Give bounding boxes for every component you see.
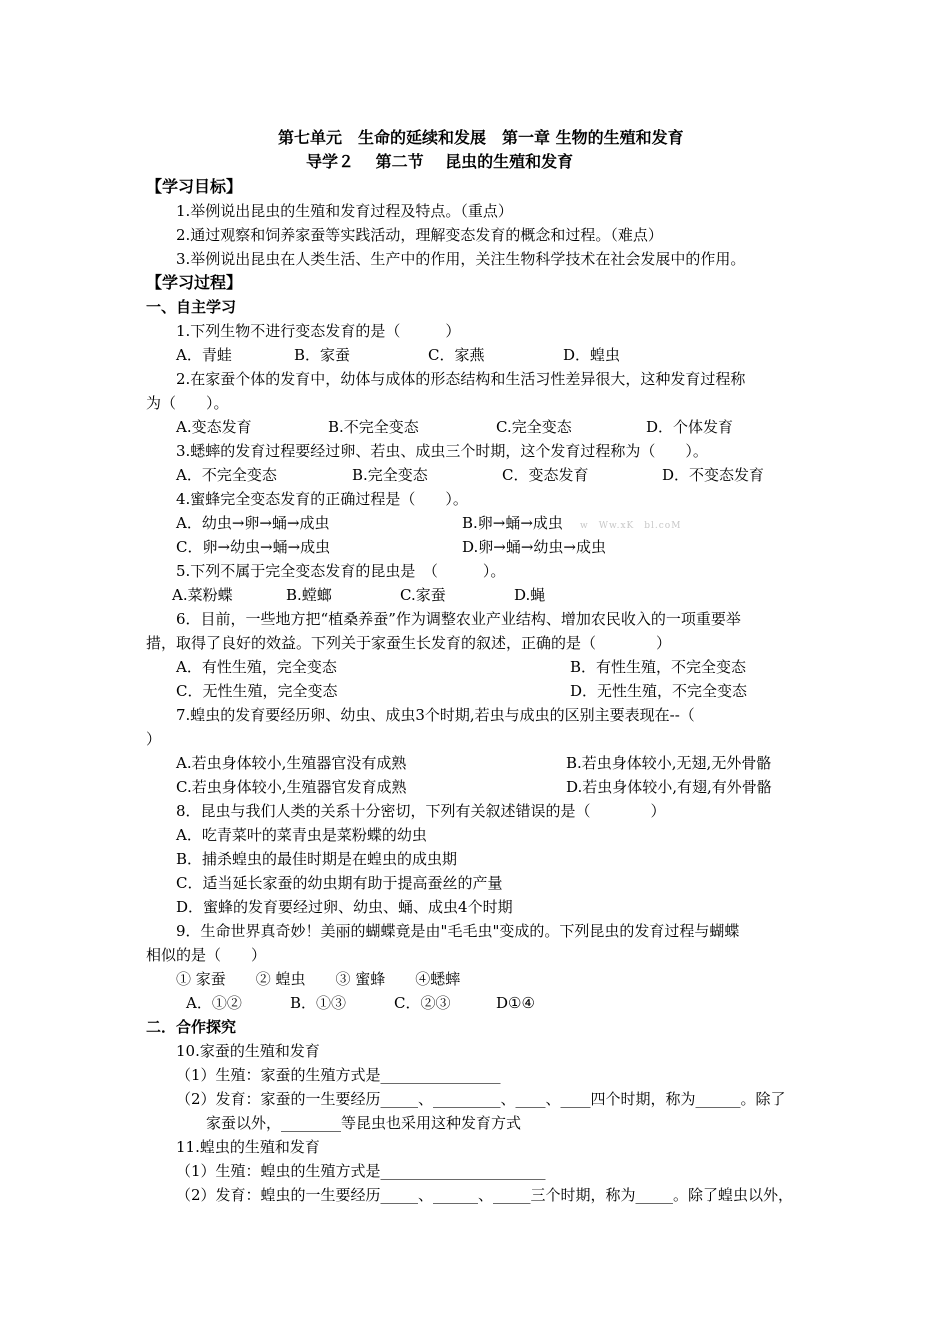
section-title: 导学２ 第二节 昆虫的生殖和发育 (306, 152, 574, 171)
q8-option-a: A．吃青菜叶的菜青虫是菜粉蝶的幼虫 (176, 826, 427, 844)
q2-option-a: A.变态发育 (176, 418, 252, 436)
q11-line2: （2）发育：蝗虫的一生要经历_____、______、_____三个时期，称为_____。除了蝗虫以外， (176, 1186, 794, 1204)
q1-option-a: A．青蛙 (176, 346, 232, 364)
q6-stem-cont: 措，取得了良好的效益。下列关于家蚕生长发育的叙述，正确的是（ ） (146, 634, 672, 652)
process-heading: 【学习过程】 (146, 273, 243, 292)
q11-title: 11.蝗虫的生殖和发育 (176, 1138, 320, 1156)
q2-stem-cont: 为（ ）。 (146, 394, 229, 412)
q1-stem: 1.下列生物不进行变态发育的是（ ） (176, 322, 461, 340)
q6-option-b: B．有性生殖，不完全变态 (570, 658, 747, 676)
goal-item: 2.通过观察和饲养家蚕等实践活动，理解变态发育的概念和过程。（难点） (176, 226, 663, 244)
q6-option-a: A．有性生殖，完全变态 (176, 658, 337, 676)
q5-option-b: B.螳螂 (286, 586, 332, 604)
self-study-heading: 一、自主学习 (146, 298, 237, 316)
q9-list: ① 家蚕 ② 蝗虫 ③ 蜜蜂 ④蟋蟀 (176, 970, 461, 988)
q4-option-b: B.卵→蛹→成虫 (462, 514, 563, 532)
q7-option-d: D.若虫身体较小,有翅,有外骨骼 (566, 778, 772, 796)
q4-option-c: C．卵→幼虫→蛹→成虫 (176, 538, 331, 556)
q6-stem: 6．目前，一些地方把“植桑养蚕”作为调整农业产业结构、增加农民收入的一项重要举 (176, 610, 741, 628)
q4-stem: 4.蜜蜂完全变态发育的正确过程是（ ）。 (176, 490, 468, 508)
q9-stem: 9．生命世界真奇妙！美丽的蝴蝶竟是由"毛毛虫"变成的。下列昆虫的发育过程与蝴蝶 (176, 922, 740, 940)
q3-option-d: D．不变态发育 (662, 466, 765, 484)
q10-title: 10.家蚕的生殖和发育 (176, 1042, 320, 1060)
q7-option-b: B.若虫身体较小,无翅,无外骨骼 (566, 754, 772, 772)
q2-option-d: D．个体发育 (646, 418, 734, 436)
q7-stem-cont: ） (146, 730, 162, 748)
q9-option-d: D①④ (496, 994, 535, 1012)
q5-option-d: D.蝇 (514, 586, 546, 604)
goals-heading: 【学习目标】 (146, 177, 243, 196)
q7-stem: 7.蝗虫的发育要经历卵、幼虫、成虫3个时期,若虫与成虫的区别主要表现在--（ (176, 706, 695, 724)
q3-option-b: B.完全变态 (352, 466, 428, 484)
q9-option-a: A．①② (186, 994, 242, 1012)
q5-option-a: A.菜粉蝶 (172, 586, 233, 604)
q10-line1: （1）生殖：家蚕的生殖方式是________________ (176, 1066, 501, 1084)
q7-option-a: A.若虫身体较小,生殖器官没有成熟 (176, 754, 407, 772)
q4-option-d: D.卵→蛹→幼虫→成虫 (462, 538, 606, 556)
q2-option-c: C.完全变态 (496, 418, 572, 436)
page-title: 第七单元 生命的延续和发展 第一章 生物的生殖和发育 (278, 128, 684, 147)
q8-option-c: C．适当延长家蚕的幼虫期有助于提高蚕丝的产量 (176, 874, 503, 892)
goal-item: 3.举例说出昆虫在人类生活、生产中的作用，关注生物科学技术在社会发展中的作用。 (176, 250, 746, 268)
q2-option-b: B.不完全变态 (328, 418, 419, 436)
q1-option-b: B．家蚕 (294, 346, 351, 364)
watermark-text: w Ww.xK bl.coM (580, 521, 682, 531)
q11-line1: （1）生殖：蝗虫的生殖方式是______________________ (176, 1162, 546, 1180)
q3-option-a: A．不完全变态 (176, 466, 277, 484)
q3-option-c: C．变态发育 (502, 466, 589, 484)
q8-stem: 8．昆虫与我们人类的关系十分密切，下列有关叙述错误的是（ ） (176, 802, 666, 820)
q1-option-c: C．家燕 (428, 346, 485, 364)
q3-stem: 3.蟋蟀的发育过程要经过卵、若虫、成虫三个时期，这个发育过程称为（ ）。 (176, 442, 708, 460)
q9-option-b: B．①③ (290, 994, 347, 1012)
q8-option-b: B．捕杀蝗虫的最佳时期是在蝗虫的成虫期 (176, 850, 458, 868)
coop-heading: 二．合作探究 (146, 1018, 237, 1036)
q9-option-c: C．②③ (394, 994, 451, 1012)
q7-option-c: C.若虫身体较小,生殖器官发育成熟 (176, 778, 407, 796)
q9-stem-cont: 相似的是（ ） (146, 946, 267, 964)
q5-stem: 5.下列不属于完全变态发育的昆虫是 （ ）。 (176, 562, 506, 580)
goal-item: 1.举例说出昆虫的生殖和发育过程及特点。（重点） (176, 202, 513, 220)
q10-line3: 家蚕以外，________等昆虫也采用这种发育方式 (206, 1114, 522, 1132)
q1-option-d: D．蝗虫 (563, 346, 621, 364)
q4-option-a: A．幼虫→卵→蛹→成虫 (176, 514, 330, 532)
q5-option-c: C.家蚕 (400, 586, 446, 604)
q8-option-d: D．蜜蜂的发育要经过卵、幼虫、蛹、成虫4个时期 (176, 898, 513, 916)
q10-line2: （2）发育：家蚕的一生要经历_____、_________、____、____四个时期，称为______。除了 (176, 1090, 786, 1108)
q2-stem: 2.在家蚕个体的发育中，幼体与成体的形态结构和生活习性差异很大，这种发育过程称 (176, 370, 746, 388)
q6-option-d: D．无性生殖，不完全变态 (570, 682, 748, 700)
q6-option-c: C．无性生殖，完全变态 (176, 682, 338, 700)
